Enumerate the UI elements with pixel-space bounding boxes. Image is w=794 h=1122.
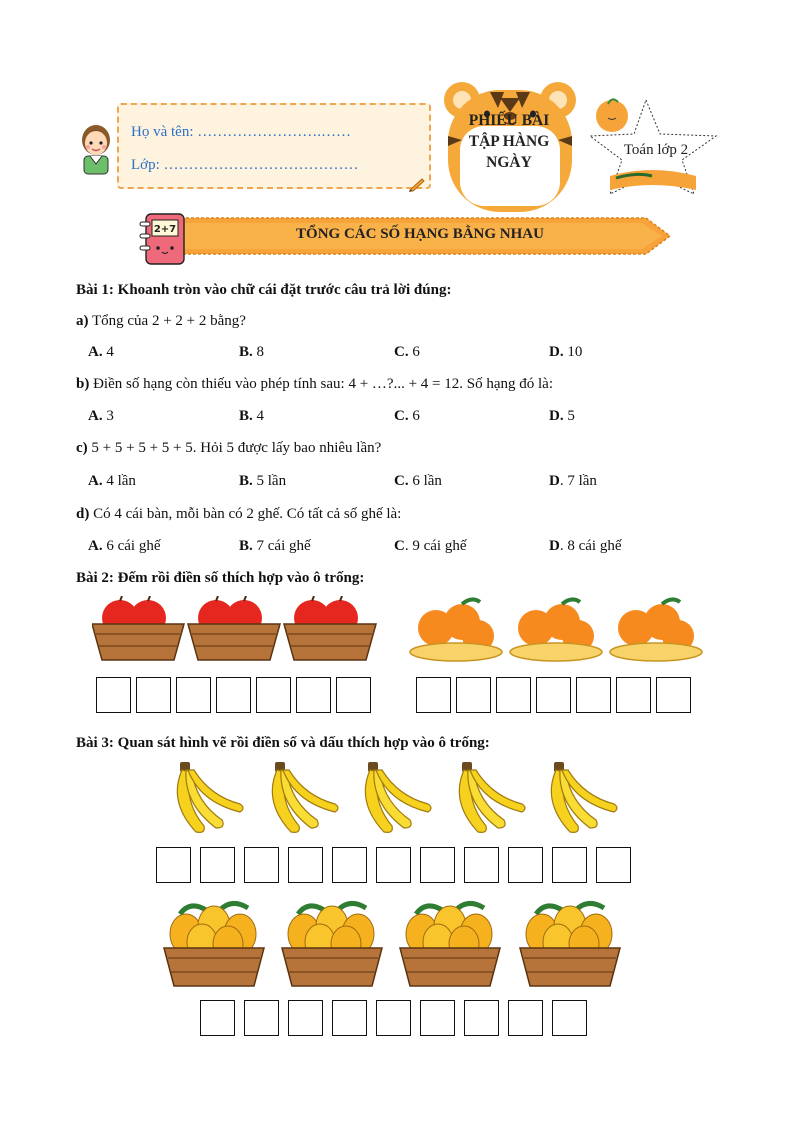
- answer-box[interactable]: [176, 677, 211, 713]
- question-c: c) 5 + 5 + 5 + 5 + 5. Hỏi 5 được lấy bao nhiêu lần?: [76, 440, 382, 456]
- bai2-title: Bài 2: Đếm rồi điền số thích hợp vào ô trống:: [76, 570, 365, 586]
- answer-box[interactable]: [552, 847, 587, 883]
- apple-basket-2: [188, 596, 280, 660]
- student-info-card: [117, 103, 431, 189]
- answer-box[interactable]: [420, 847, 455, 883]
- orange-plate-3: [610, 599, 702, 661]
- answer-box[interactable]: [616, 677, 651, 713]
- answer-box[interactable]: [244, 1000, 279, 1036]
- answer-box[interactable]: [464, 1000, 499, 1036]
- orange-plate-2: [510, 599, 602, 661]
- apple-basket-1: [92, 596, 184, 660]
- answer-box[interactable]: [156, 847, 191, 883]
- banana-bunch: [551, 762, 617, 832]
- option-d-C[interactable]: C. 9 cái ghế: [394, 538, 467, 554]
- option-a-C[interactable]: C. 6: [394, 344, 420, 360]
- mango-basket: [164, 903, 264, 986]
- option-b-C[interactable]: C. 6: [394, 408, 420, 424]
- option-d-A[interactable]: A. 6 cái ghế: [88, 538, 161, 554]
- answer-box[interactable]: [576, 677, 611, 713]
- worksheet-title-line-2: TẬP HÀNG: [468, 133, 550, 150]
- bai1-title: Bài 1: Khoanh tròn vào chữ cái đặt trước câu trả lời đúng:: [76, 282, 452, 298]
- banana-bunch: [365, 762, 431, 832]
- answer-box[interactable]: [496, 677, 531, 713]
- class-field[interactable]: Lớp: …………………………………: [131, 157, 359, 173]
- option-c-A[interactable]: A. 4 lần: [88, 473, 136, 489]
- answer-box[interactable]: [456, 677, 491, 713]
- bai3-title: Bài 3: Quan sát hình vẽ rồi điền số và dấu thích hợp vào ô trống:: [76, 735, 490, 751]
- answer-box[interactable]: [200, 1000, 235, 1036]
- banana-bunch: [177, 762, 243, 832]
- option-d-D[interactable]: D. 8 cái ghế: [549, 538, 622, 554]
- answer-box[interactable]: [336, 677, 371, 713]
- banana-bunch: [459, 762, 525, 832]
- book-icon-text: 2+7: [153, 224, 177, 235]
- calculator-book-icon: [136, 212, 188, 266]
- answer-box[interactable]: [296, 677, 331, 713]
- answer-box[interactable]: [200, 847, 235, 883]
- mango-basket: [282, 903, 382, 986]
- option-c-D[interactable]: D. 7 lần: [549, 473, 597, 489]
- answer-box[interactable]: [464, 847, 499, 883]
- student-avatar-icon: [76, 120, 116, 176]
- question-b: b) Điền số hạng còn thiếu vào phép tính sau: 4 + …?... + 4 = 12. Số hạng đó là:: [76, 376, 553, 392]
- orange-plate-1: [410, 599, 502, 661]
- answer-box[interactable]: [508, 1000, 543, 1036]
- worksheet-title-line-1: PHIẾU BÀI: [468, 112, 550, 129]
- mango-basket: [400, 903, 500, 986]
- worksheet-title: [444, 110, 574, 173]
- answer-box[interactable]: [420, 1000, 455, 1036]
- apple-basket-3: [284, 596, 376, 660]
- question-a: a) Tổng của 2 + 2 + 2 bằng?: [76, 313, 246, 329]
- apple-baskets-illustration: [92, 596, 382, 666]
- answer-box[interactable]: [216, 677, 251, 713]
- option-a-A[interactable]: A. 4: [88, 344, 114, 360]
- answer-box[interactable]: [244, 847, 279, 883]
- lesson-title: TỔNG CÁC SỐ HẠNG BẰNG NHAU: [296, 226, 544, 242]
- pencil-icon: [408, 176, 426, 192]
- banana-bunch: [272, 762, 338, 832]
- option-a-B[interactable]: B. 8: [239, 344, 265, 360]
- answer-box[interactable]: [136, 677, 171, 713]
- name-field[interactable]: Họ và tên: …………………….……: [131, 124, 351, 140]
- answer-box[interactable]: [288, 1000, 323, 1036]
- option-b-B[interactable]: B. 4: [239, 408, 265, 424]
- option-c-B[interactable]: B. 5 lần: [239, 473, 287, 489]
- mango-baskets-illustration: [160, 896, 638, 988]
- answer-box[interactable]: [332, 847, 367, 883]
- worksheet-title-line-3: NGÀY: [486, 154, 532, 171]
- answer-box[interactable]: [416, 677, 451, 713]
- answer-box[interactable]: [376, 847, 411, 883]
- option-b-A[interactable]: A. 3: [88, 408, 114, 424]
- answer-box[interactable]: [332, 1000, 367, 1036]
- answer-box[interactable]: [536, 677, 571, 713]
- orange-plates-illustration: [408, 596, 704, 666]
- option-b-D[interactable]: D. 5: [549, 408, 575, 424]
- option-d-B[interactable]: B. 7 cái ghế: [239, 538, 311, 554]
- answer-box[interactable]: [596, 847, 631, 883]
- option-a-D[interactable]: D. 10: [549, 344, 583, 360]
- answer-box[interactable]: [96, 677, 131, 713]
- answer-box[interactable]: [508, 847, 543, 883]
- answer-box[interactable]: [376, 1000, 411, 1036]
- subject-label: Toán lớp 2: [623, 142, 689, 158]
- answer-box[interactable]: [552, 1000, 587, 1036]
- option-c-C[interactable]: C. 6 lần: [394, 473, 442, 489]
- banana-bunches-illustration: [166, 760, 636, 838]
- answer-box[interactable]: [656, 677, 691, 713]
- answer-box[interactable]: [256, 677, 291, 713]
- answer-box[interactable]: [288, 847, 323, 883]
- mango-basket: [520, 903, 620, 986]
- question-d: d) Có 4 cái bàn, mỗi bàn có 2 ghế. Có tất cả số ghế là:: [76, 506, 402, 522]
